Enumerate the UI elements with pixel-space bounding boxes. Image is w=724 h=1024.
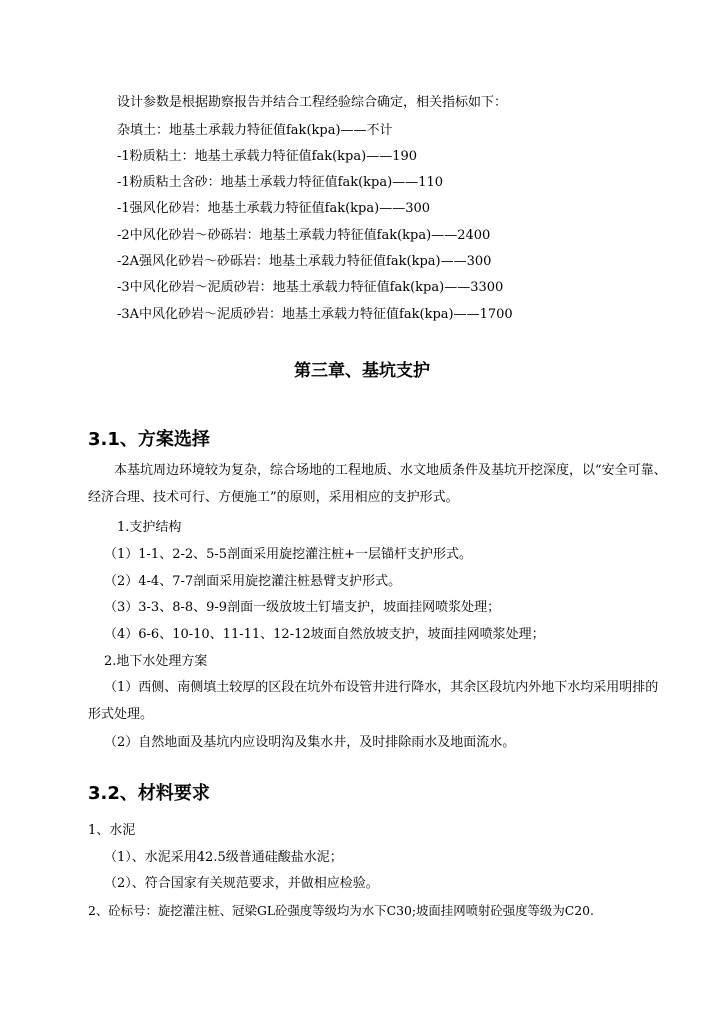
section-title-3-1: 3.1、方案选择	[88, 429, 210, 450]
water-heading: 2.地下水处理方案	[104, 654, 208, 669]
water-item: （1）西侧、南侧填土较厚的区段在坑外布设管井进行降水，其余区段坑内外地下水均采用明排的形式处理。	[88, 680, 659, 722]
concrete-line: 2、砼标号：旋挖灌注桩、冠梁GL砼强度等级均为水下C30;坡面挂网喷射砼强度等级为C20.	[88, 903, 594, 918]
param-item: -3中风化砂岩～泥质砂岩：地基土承载力特征值fak(kpa)——3300	[117, 280, 504, 295]
param-item: -1粉质粘土：地基土承载力特征值fak(kpa)——190	[117, 149, 418, 164]
cement-item: （1）、水泥采用42.5级普通硅酸盐水泥；	[104, 850, 343, 865]
chapter-title: 第三章、基坑支护	[294, 361, 430, 381]
param-item: 杂填土：地基土承载力特征值fak(kpa)——不计	[117, 123, 393, 138]
support-item: （4）6-6、10-10、11-11、12-12坡面自然放坡支护，坡面挂网喷浆处理；	[104, 627, 545, 642]
section-paragraph: 本基坑周边环境较为复杂，综合场地的工程地质、水文地质条件及基坑开挖深度，以“安全可靠、经济合理、技术可行、方便施工”的原则，采用相应的支护形式。	[88, 463, 667, 505]
params-intro: 设计参数是根据勘察报告并结合工程经验综合确定，相关指标如下：	[117, 95, 508, 110]
param-item: -2中风化砂岩～砂砾岩：地基土承载力特征值fak(kpa)——2400	[117, 228, 491, 243]
cement-heading: 1、水泥	[88, 823, 136, 838]
support-item: （1）1-1、2-2、5-5剖面采用旋挖灌注桩+一层锚杆支护形式。	[104, 547, 472, 562]
support-item: （2）4-4、7-7剖面采用旋挖灌注桩悬臂支护形式。	[104, 574, 402, 589]
param-item: -3A中风化砂岩～泥质砂岩：地基土承载力特征值fak(kpa)——1700	[117, 307, 513, 322]
param-item: -1强风化砂岩：地基土承载力特征值fak(kpa)——300	[117, 201, 431, 216]
water-item: （2）自然地面及基坑内应设明沟及集水井，及时排除雨水及地面流水。	[104, 735, 516, 750]
param-item: -1粉质粘土含砂：地基土承载力特征值fak(kpa)——110	[117, 175, 444, 190]
support-item: （3）3-3、8-8、9-9剖面一级放坡土钉墙支护，坡面挂网喷浆处理；	[104, 600, 501, 615]
section-title-3-2: 3.2、材料要求	[88, 783, 210, 804]
support-heading: 1.支护结构	[117, 520, 182, 535]
param-item: -2A强风化砂岩～砂砾岩：地基土承载力特征值fak(kpa)——300	[117, 254, 492, 269]
cement-item: （2）、符合国家有关规范要求，并做相应检验。	[104, 876, 379, 891]
